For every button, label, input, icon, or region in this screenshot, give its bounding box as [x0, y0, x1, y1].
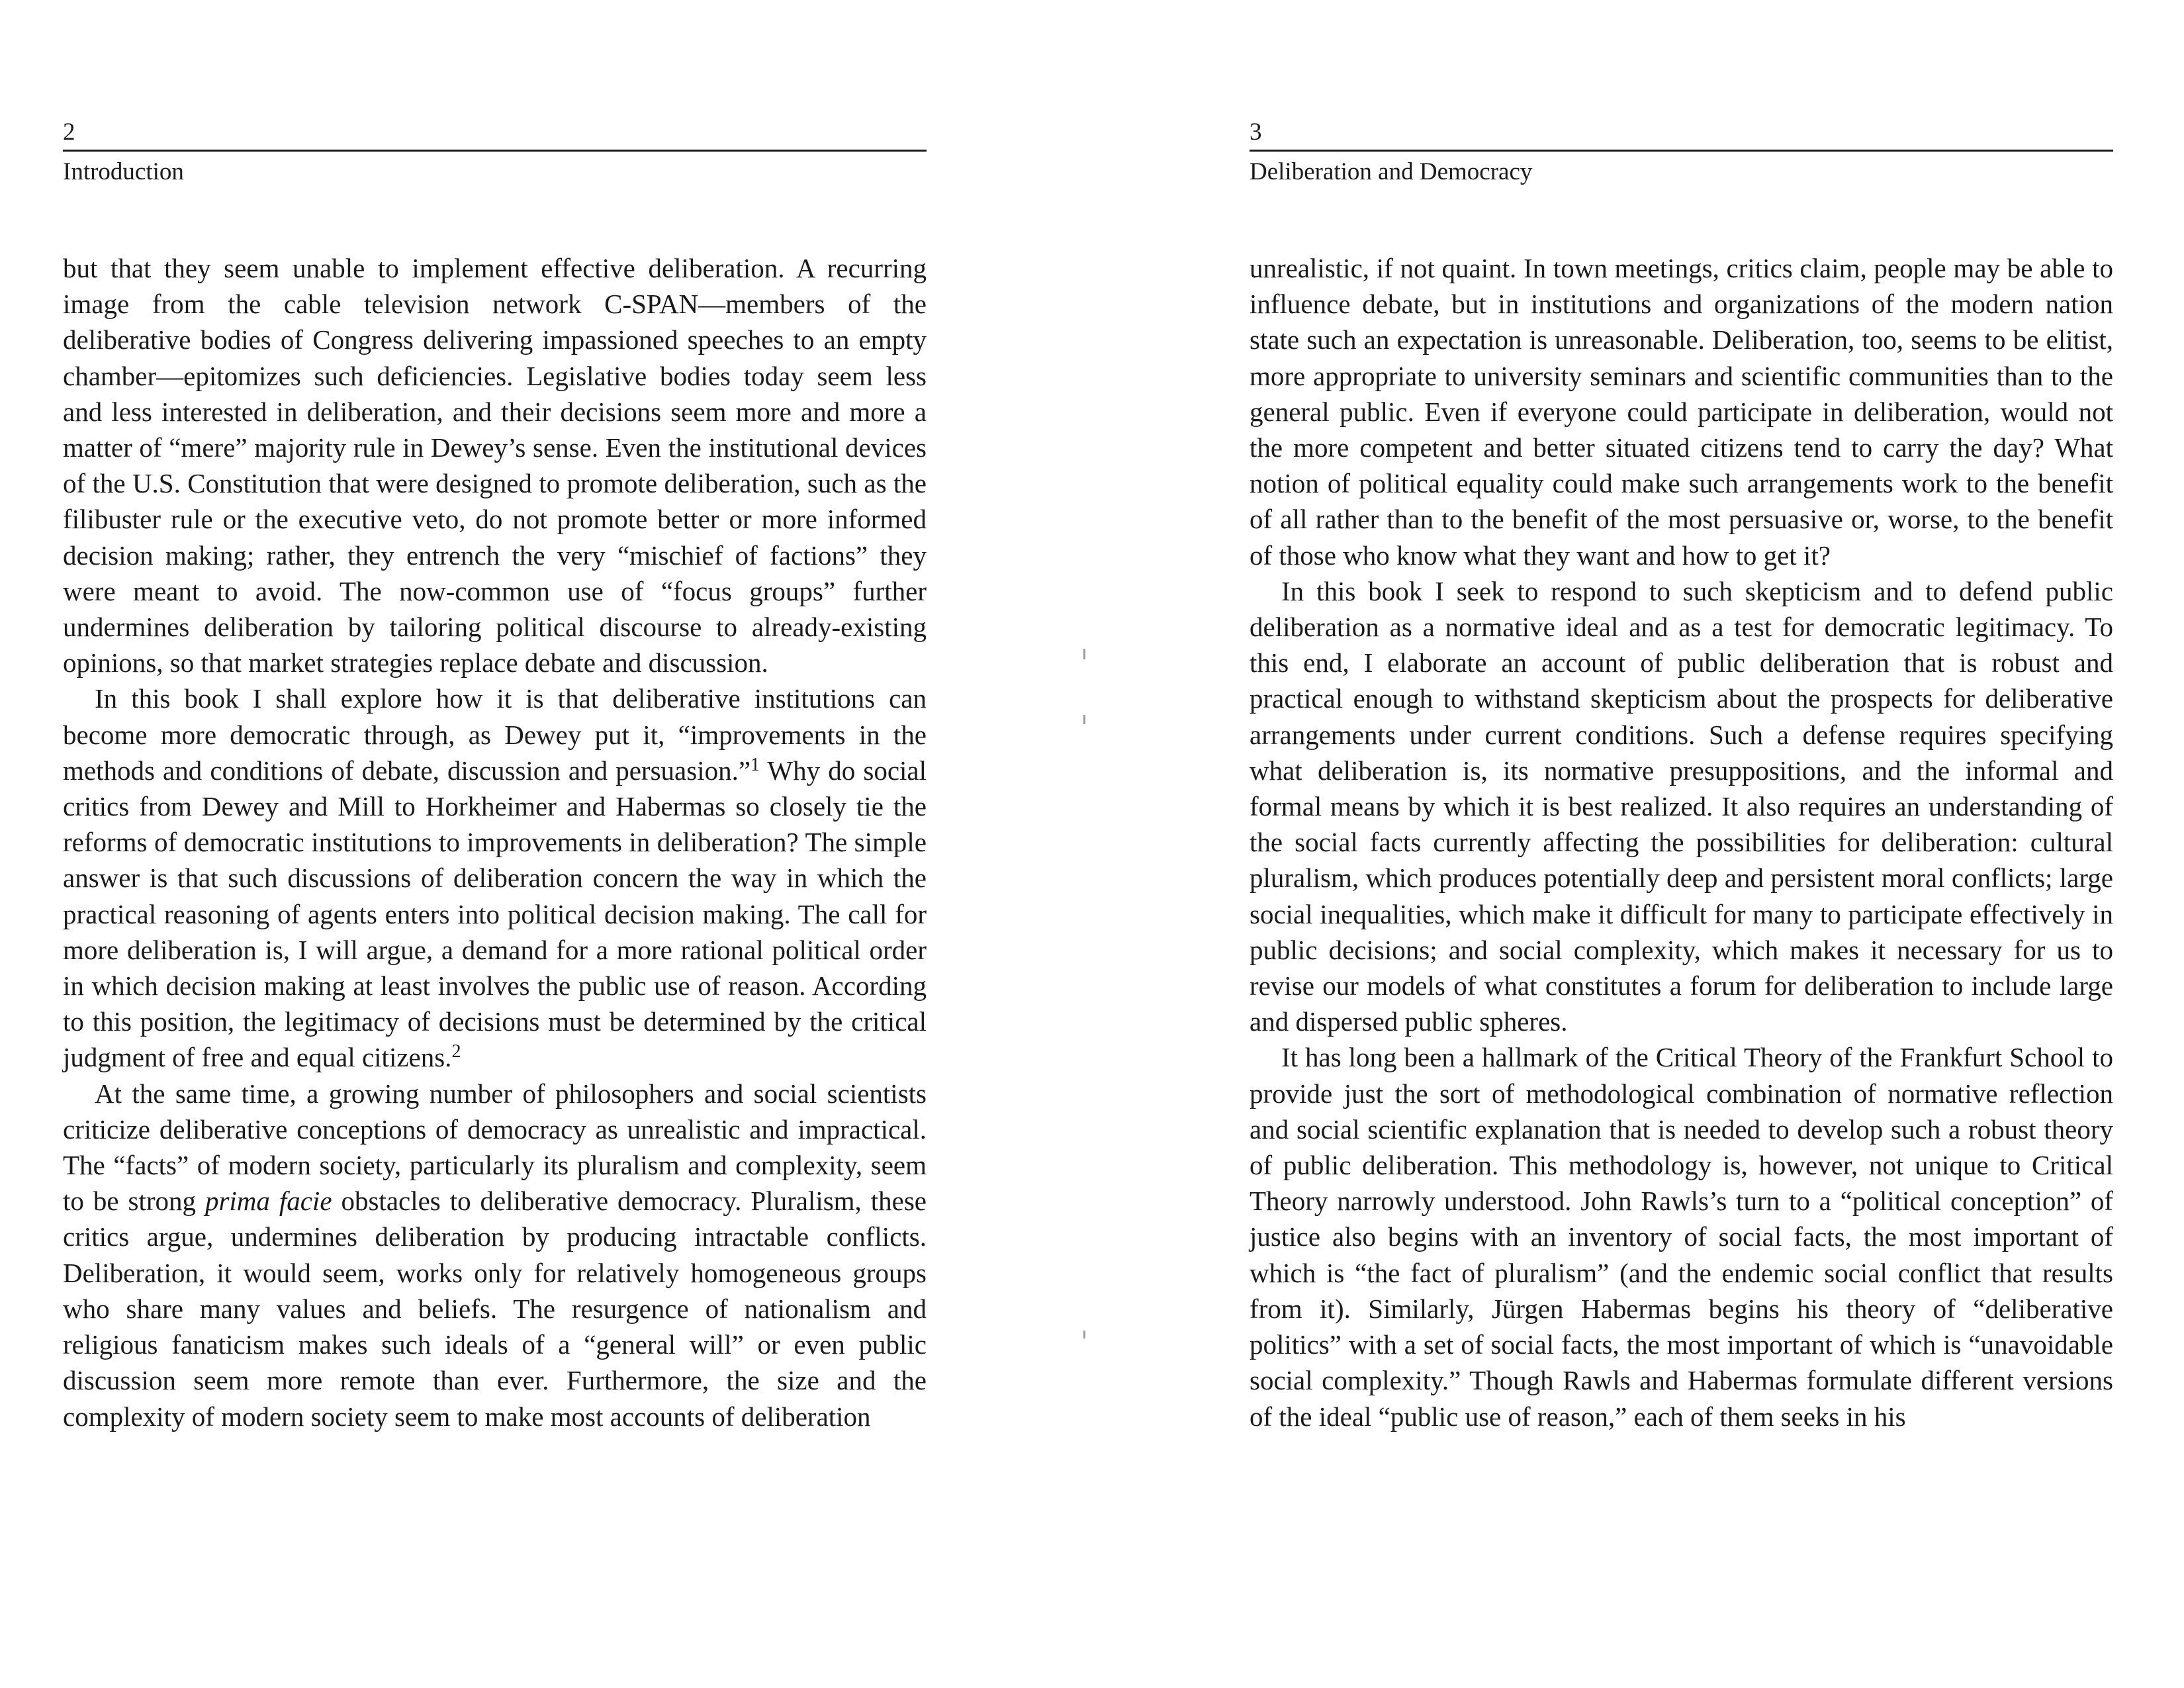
paragraph — [63, 250, 927, 680]
paragraph-text: but that they seem unable to implement effective deliberation. A recurring image from the cable television network C-SPAN—members of the deliberative bodies of Congress delivering impassioned speeches to an empty chamber—epitomizes such deficiencies. Legislative bodies today seem less and less interested in deliberation, and their decisions seem more and more a matter of “mere” majority rule in Dewey’s sense. Even the institutional devices of the U.S. Constitution that were designed to promote deliberation, such as the filibuster rule or the executive veto, do not promote better or more informed decision making; rather, they entrench the very “mischief of factions” they were meant to avoid. The now-common use of “focus groups” further undermines deliberation by tailoring political discourse to already-existing opinions, so that market strategies replace debate and discussion. — [63, 253, 927, 679]
italic-phrase: prima facie — [205, 1186, 332, 1217]
paragraph: unrealistic, if not quaint. In town meetings, critics claim, people may be able to influence debate, but in institutions and organizations of the modern nation state such an expectation is unreasonable. Deliberation, too, seems to be elitist, more appropriate to university seminars and scientific communities than to the general public. Even if everyone could participate in deliberation, would not the more competent and better situated citizens tend to carry the day? What notion of political equality could make such arrangements work to the benefit of all rather than to the benefit of the most persuasive or, worse, to the benefit of those who know what they want and how to get it? — [1250, 253, 2113, 571]
right-page — [1250, 0, 2113, 1688]
paragraph — [63, 1076, 927, 1434]
gutter-speck — [1083, 715, 1085, 724]
paragraph: In this book I seek to respond to such skepticism and to defend public deliberation as a normative ideal and as a test for democratic legitimacy. To this end, I elaborate an account of public deliberation that is robust and practical enough to withstand skepticism about the prospects for deliberative arrangements under current conditions. Such a defense requires specifying what deliberation is, its normative presuppositions, and the informal and formal means by which it is best realized. It also requires an understanding of the social facts currently affecting the possibilities for deliberation: cultural pluralism, which produces potentially deep and persistent moral conflicts; large social inequalities, which make it difficult for many to participate effectively in public decisions; and social complexity, which makes it necessary for us to revise our models of what constitutes a forum for deliberation to include large and dispersed public spheres. — [1250, 575, 2113, 1037]
footnote-marker[interactable]: 1 — [751, 754, 760, 775]
header-rule-left — [63, 150, 927, 152]
page-number-left: 2 — [63, 118, 75, 146]
footnote-marker[interactable]: 2 — [451, 1041, 461, 1062]
paragraph-text: At the same time, a growing number of philosophers and social scientists criticize deliberative conceptions of democracy as unrealistic and impractical. The “facts” of modern society, particularly its pluralism and complexity, seem to be strong — [63, 1078, 927, 1217]
body-text-left — [63, 250, 927, 1434]
gutter-speck — [1083, 649, 1085, 659]
paragraph — [63, 680, 927, 1075]
header-rule-right — [1250, 150, 2113, 152]
paragraph-text: In this book I shall explore how it is that deliberative institutions can become more democratic through, as Dewey put it, “improvements in the methods and conditions of debate, discussion and persuasion.” — [63, 683, 927, 786]
page-number-right: 3 — [1250, 118, 1262, 146]
running-head-right: Deliberation and Democracy — [1250, 158, 1533, 185]
body-text-right — [1250, 250, 2113, 1434]
paragraph-text: obstacles to deliberative democracy. Pluralism, these critics argue, undermines deliberation by producing intractable conflicts. Deliberation, it would seem, works only for relatively homogeneous groups who share many values and beliefs. The resurgence of nationalism and religious fanaticism makes such ideals of a “general will” or even public discussion seem more remote than ever. Furthermore, the size and the complexity of modern society seem to make most accounts of deliberation — [63, 1186, 927, 1432]
running-head-left: Introduction — [63, 158, 184, 185]
paragraph: It has long been a hallmark of the Critical Theory of the Frankfurt School to provide just the sort of methodological combination of normative reflection and social scientific explanation that is needed to develop such a robust theory of public deliberation. This methodology is, however, not unique to Critical Theory narrowly understood. John Rawls’s turn to a “political conception” of justice also begins with an inventory of social facts, the most important of which is “the fact of pluralism” (and the endemic social conflict that results from it). Similarly, Jürgen Habermas begins his theory of “deliberative politics” with a set of social facts, the most important of which is “unavoidable social complexity.” Though Rawls and Habermas formulate different versions of the ideal “public use of reason,” each of them seeks in his — [1250, 1042, 2113, 1432]
gutter-speck — [1083, 1331, 1085, 1338]
left-page — [63, 0, 927, 1688]
paragraph-text: Why do social critics from Dewey and Mill to Horkheimer and Habermas so closely tie the reforms of democratic institutions to improvements in deliberation? The simple answer is that such discussions of deliberation concern the way in which the practical reasoning of agents enters into political decision making. The call for more deliberation is, I will argue, a demand for a more rational political order in which decision making at least involves the public use of reason. According to this position, the legitimacy of decisions must be determined by the critical judgment of free and equal citizens. — [63, 755, 927, 1073]
